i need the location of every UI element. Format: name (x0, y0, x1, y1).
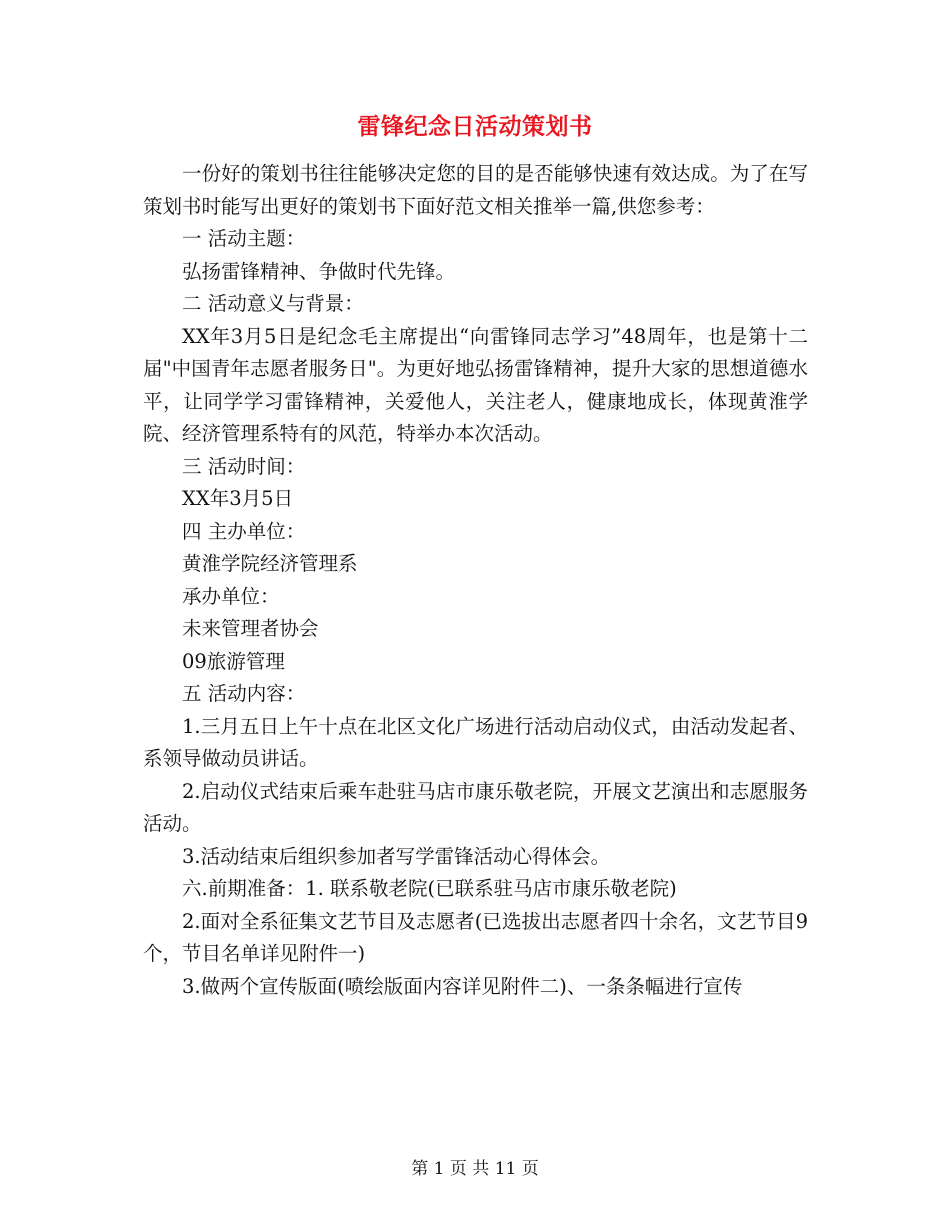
section-heading-content: 五 活动内容： (182, 682, 306, 705)
section-heading-time: 三 活动时间： (182, 454, 306, 478)
preparation-item-2: 2.面对全系征集文艺节目及志愿者(已选拔出志愿者四十余名，文艺节目9个，节目名单详见附件一) (143, 909, 808, 965)
section-heading-theme: 一 活动主题： (182, 227, 306, 250)
content-item-2: 2.启动仪式结束后乘车赴驻马店市康乐敬老院，开展文艺演出和志愿服务活动。 (143, 779, 808, 835)
co-organizer-text-1: 未来管理者协会 (182, 617, 319, 640)
time-text: XX年3月5日 (182, 487, 294, 510)
preparation-item-1: 六.前期准备：1. 联系敬老院(已联系驻马店市康乐敬老院) (182, 877, 677, 900)
section-heading-background: 二 活动意义与背景： (182, 292, 364, 315)
document-title: 雷锋纪念日活动策划书 (357, 113, 593, 140)
intro-paragraph: 一份好的策划书往往能够决定您的目的是否能够快速有效达成。为了在写策划书时能写出更好的策划书下面好范文相关推举一篇,供您参考： (143, 162, 808, 218)
co-organizer-heading: 承办单位： (182, 584, 280, 608)
document-body (143, 158, 808, 1003)
page-footer: 第 1 页 共 11 页 (411, 1159, 539, 1179)
content-item-1: 1.三月五日上午十点在北区文化广场进行活动启动仪式，由活动发起者、系领导做动员讲话。 (143, 714, 808, 770)
organizer-text: 黄淮学院经济管理系 (182, 552, 358, 575)
theme-text: 弘扬雷锋精神、争做时代先锋。 (182, 259, 456, 283)
co-organizer-text-2: 09旅游管理 (182, 649, 285, 673)
content-item-3: 3.活动结束后组织参加者写学雷锋活动心得体会。 (182, 844, 611, 868)
background-paragraph: XX年3月5日是纪念毛主席提出“向雷锋同志学习”48周年，也是第十二届"中国青年志愿者服务日"。为更好地弘扬雷锋精神，提升大家的思想道德水平，让同学学习雷锋精神，关爱他人，关注老人，健康地成长，体现黄淮学院、经济管理系特有的风范，特举办本次活动。 (143, 324, 808, 445)
preparation-item-3: 3.做两个宣传版面(喷绘版面内容详见附件二)、一条条幅进行宣传 (182, 974, 743, 998)
section-heading-organizer: 四 主办单位： (182, 519, 306, 543)
